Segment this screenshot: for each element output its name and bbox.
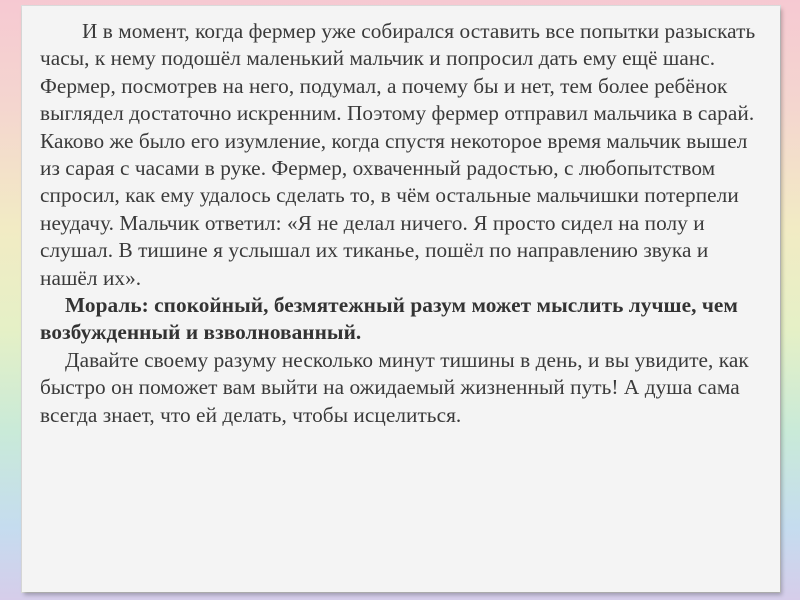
- moral-paragraph: Мораль: спокойный, безмятежный разум может мыслить лучше, чем возбужденный и взволнованный.: [40, 293, 738, 345]
- text-block: [40, 18, 762, 429]
- advice-paragraph: Давайте своему разуму несколько минут тишины в день, и вы увидите, как быстро он поможет вам выйти на ожидаемый жизненный путь! А душа сама всегда знает, что ей делать, чтобы исцелиться.: [40, 347, 749, 427]
- story-paragraph: И в момент, когда фермер уже собирался оставить все попытки разыскать часы, к нему подошёл маленький мальчик и попросил дать ему ещё шанс. Фермер, посмотрев на него, подумал, а почему бы и нет, тем более ребёнок выглядел достаточно искренним. Поэтому фермер отправил мальчика в сарай. Каково же было его изумление, когда спустя некоторое время мальчик вышел из сарая с часами в руке. Фермер, охваченный радостью, с любопытством спросил, как ему удалось сделать то, в чём остальные мальчишки потерпели неудачу. Мальчик ответил: «Я не делал ничего. Я просто сидел на полу и слушал. В тишине я услышал их тиканье, пошёл по направлению звука и нашёл их».: [40, 19, 756, 290]
- slide-card: [22, 6, 780, 592]
